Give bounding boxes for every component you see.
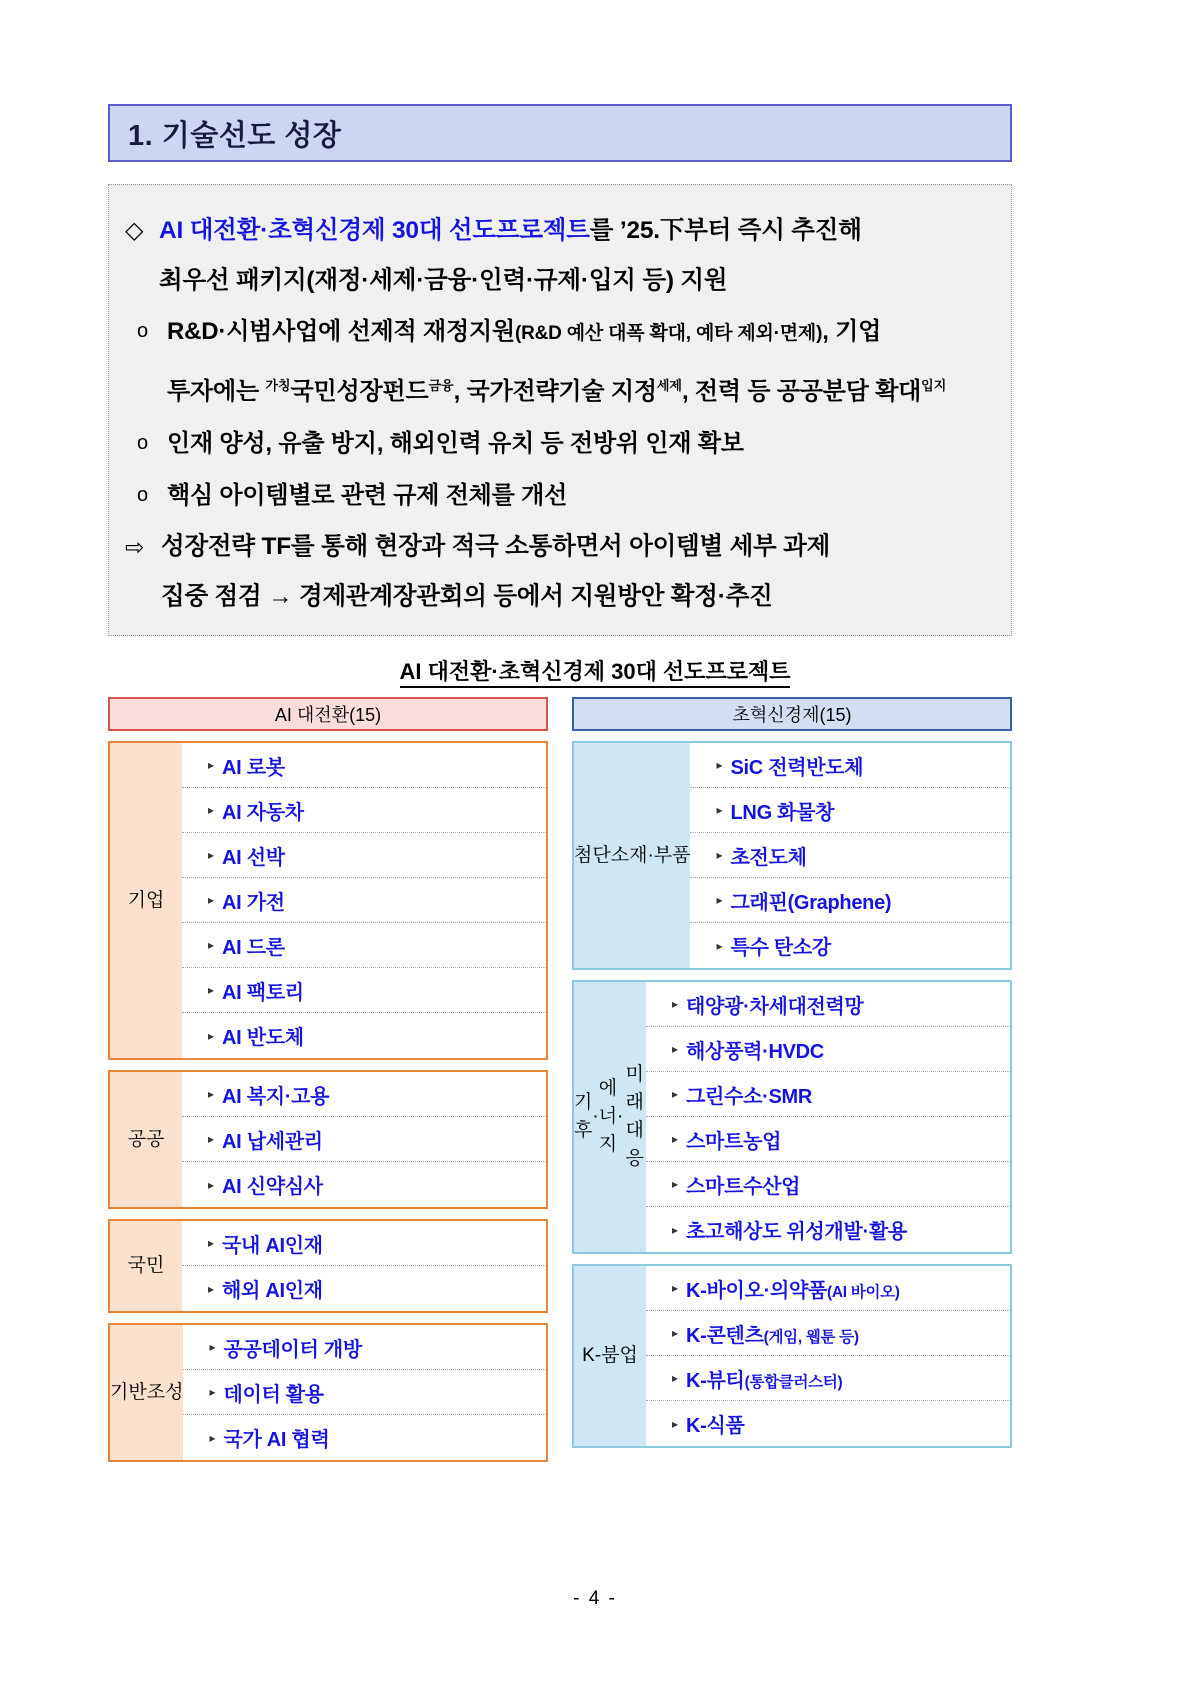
bullet-diamond [125, 207, 991, 255]
page-footer: - 4 - [573, 1588, 617, 1609]
project-item-label: 태양광·차세대전력망 [686, 995, 864, 1018]
project-item[interactable] [646, 1311, 1010, 1356]
hyper-innovation-group-items [690, 743, 1010, 968]
project-item-label: K-뷰티(통합클러스터) [686, 1369, 843, 1392]
triangle-bullet-icon: ▸ [209, 1340, 216, 1354]
project-table-title-text: AI 대전환·초혁신경제 30대 선도프로젝트 [400, 659, 791, 688]
triangle-bullet-icon: ▸ [672, 1371, 679, 1385]
project-item-note: (AI 바이오) [827, 1283, 900, 1301]
project-item-label: AI 납세관리 [222, 1130, 323, 1153]
project-item-label: 초고해상도 위성개발·활용 [686, 1221, 907, 1243]
project-item-note: (통합클러스터) [744, 1373, 843, 1391]
triangle-bullet-icon: ▸ [208, 1132, 215, 1146]
project-item[interactable] [646, 1401, 1010, 1446]
project-item-label: 스마트농업 [686, 1130, 782, 1153]
bullet-rnd-paren: (R&D 예산 대폭 확대, 예타 제외·면제) [514, 323, 823, 344]
group-label-char: · [617, 1106, 624, 1127]
triangle-bullet-icon: ▸ [208, 1281, 215, 1296]
bullet-diamond-line1-rest: 를 ’25.下부터 즉시 추진해 [589, 217, 862, 244]
triangle-bullet-icon: ▸ [208, 1177, 215, 1192]
project-item-label: 초전도체 [730, 846, 807, 869]
bullet-arrow-line2: 집중 점검 → 경제관계장관회의 등에서 지원방안 확정·추진 [161, 583, 773, 610]
project-item-label: AI 선박 [222, 846, 285, 869]
group-label-char: 단 [592, 844, 611, 866]
rightwards-arrow-icon: ⇨ [125, 534, 145, 560]
project-item-label: 그린수소·SMR [686, 1085, 813, 1108]
project-item[interactable] [690, 788, 1010, 833]
ai-transformation-group [108, 1070, 548, 1209]
group-label-char: · [592, 1106, 599, 1127]
column-header-ai-transformation: AI 대전환(15) [108, 697, 548, 731]
triangle-bullet-icon: ▸ [672, 1222, 679, 1237]
hyper-innovation-group-items [646, 982, 1010, 1252]
ai-transformation-group-label [110, 743, 182, 1058]
triangle-bullet-icon: ▸ [672, 1042, 679, 1056]
hyper-innovation-group-label [574, 1266, 646, 1446]
group-label-char: 품 [672, 844, 691, 866]
bullet-arrow [125, 523, 991, 571]
group-label-char: 기 [127, 889, 146, 911]
project-item[interactable] [183, 1415, 546, 1460]
project-item[interactable] [646, 1027, 1010, 1072]
project-item-label: K-식품 [686, 1415, 745, 1437]
ai-transformation-group-label [110, 1221, 182, 1311]
column-hyper-innovation-economy [572, 697, 1012, 1472]
triangle-bullet-icon: ▸ [208, 758, 215, 772]
project-item-label: 해외 AI인재 [222, 1280, 323, 1302]
bullet-rnd-tail: , 기업 [822, 318, 882, 345]
project-item-label: 스마트수산업 [686, 1175, 801, 1198]
group-label-char: 반 [128, 1381, 147, 1403]
ai-transformation-group-items [183, 1325, 546, 1460]
bullet-rnd [125, 307, 991, 359]
project-item-note: (게임, 웹툰 등) [763, 1328, 859, 1346]
project-item[interactable] [690, 878, 1010, 923]
invest-sup-tax: 세제 [656, 378, 682, 393]
triangle-bullet-icon: ▸ [208, 803, 215, 817]
bullet-regulation [125, 471, 991, 521]
bullet-arrow-line1: 성장전략 TF를 통해 현장과 적극 소통하면서 아이템별 세부 과제 [161, 533, 831, 560]
project-item[interactable] [183, 1325, 546, 1370]
project-item[interactable] [646, 1162, 1010, 1207]
bullet-diamond-text [159, 207, 991, 255]
triangle-bullet-icon: ▸ [672, 1177, 679, 1191]
invest-b: 국민성장펀드 [290, 378, 429, 405]
project-item[interactable] [182, 1117, 546, 1162]
project-item[interactable] [690, 743, 1010, 788]
project-item-label: LNG 화물창 [730, 801, 835, 824]
triangle-bullet-icon: ▸ [716, 848, 723, 862]
project-item-label: AI 가전 [222, 891, 285, 914]
hyper-innovation-group [572, 1264, 1012, 1448]
group-label-char: 부 [653, 844, 673, 866]
bullet-rnd-main: R&D·시범사업에 선제적 재정지원 [167, 318, 515, 345]
triangle-bullet-icon: ▸ [208, 893, 215, 907]
project-item[interactable] [182, 788, 546, 833]
invest-d: , 전력 등 공공분담 확대 [681, 378, 922, 405]
project-item-label: AI 반도체 [222, 1027, 304, 1049]
group-label-char: K-붐업 [582, 1345, 638, 1366]
project-item[interactable] [182, 1013, 546, 1058]
group-label-char: 조 [146, 1381, 166, 1403]
group-label-char: 첨 [574, 844, 593, 866]
right-groups-container [572, 741, 1012, 1448]
group-label-char: 국 [127, 1255, 146, 1276]
bullet-rnd-line2 [167, 361, 991, 417]
ai-transformation-group [108, 1323, 548, 1462]
project-item[interactable] [646, 1072, 1010, 1117]
project-table [108, 697, 1012, 1472]
project-item-label: 그래핀(Graphene) [730, 891, 892, 914]
bullet-diamond-line2-row [125, 257, 991, 305]
project-item-label: SiC 전력반도체 [730, 756, 864, 779]
bullet-regulation-text: 핵심 아이템별로 관련 규제 전체를 개선 [167, 482, 568, 509]
project-item[interactable] [183, 1370, 546, 1415]
triangle-bullet-icon: ▸ [209, 1430, 216, 1445]
project-item[interactable] [182, 1221, 546, 1266]
project-item[interactable] [646, 1117, 1010, 1162]
bullet-rnd-line2-row [125, 361, 991, 417]
project-item[interactable] [182, 1162, 546, 1207]
triangle-bullet-icon: ▸ [208, 1087, 215, 1101]
triangle-bullet-icon: ▸ [672, 997, 679, 1011]
triangle-bullet-icon: ▸ [209, 1385, 216, 1399]
ai-transformation-group-label [110, 1072, 182, 1207]
project-item-label: K-콘텐츠(게임, 웹툰 등) [686, 1324, 859, 1347]
triangle-bullet-icon: ▸ [716, 758, 723, 772]
triangle-bullet-icon: ▸ [672, 1132, 679, 1146]
project-item[interactable] [182, 743, 546, 788]
project-item[interactable] [646, 982, 1010, 1027]
triangle-bullet-icon: ▸ [208, 983, 215, 997]
triangle-bullet-icon: ▸ [716, 938, 723, 953]
circle-marker-icon-3: o [137, 484, 149, 506]
project-item-label: 국내 AI인재 [222, 1234, 323, 1257]
hyper-innovation-group-items [646, 1266, 1010, 1446]
circle-marker-icon-1: o [137, 320, 149, 342]
project-item[interactable] [646, 1266, 1010, 1311]
ai-transformation-group [108, 1219, 548, 1313]
project-item-label: K-바이오·의약품(AI 바이오) [686, 1279, 900, 1302]
ai-transformation-group-items [182, 1072, 546, 1207]
project-item-label: 특수 탄소강 [730, 937, 831, 959]
ai-transformation-group-items [182, 743, 546, 1058]
group-label-char: 업 [146, 889, 165, 911]
project-item-label: 공공데이터 개방 [223, 1338, 362, 1361]
column-ai-transformation [108, 697, 548, 1472]
diamond-marker-icon: ◇ [125, 217, 144, 244]
triangle-bullet-icon: ▸ [716, 893, 723, 907]
bullet-talent-text: 인재 양성, 유출 방지, 해외인력 유치 등 전방위 인재 확보 [167, 430, 744, 457]
hyper-innovation-group-label [574, 743, 690, 968]
project-item-label: 해상풍력·HVDC [686, 1040, 824, 1063]
project-item[interactable] [182, 968, 546, 1013]
triangle-bullet-icon: ▸ [208, 1236, 215, 1250]
project-item-label: AI 복지·고용 [222, 1085, 330, 1108]
triangle-bullet-icon: ▸ [672, 1326, 679, 1340]
ai-transformation-group-label [110, 1325, 183, 1460]
group-label-char: 성 [165, 1381, 184, 1403]
triangle-bullet-icon: ▸ [208, 848, 215, 862]
bullet-rnd-line1 [167, 307, 991, 359]
bullet-diamond-line1-blue: AI 대전환·초혁신경제 30대 선도프로젝트 [159, 217, 590, 244]
project-item[interactable] [646, 1207, 1010, 1252]
group-label-char: 에너지 [598, 1078, 618, 1155]
hyper-innovation-group-label [574, 982, 646, 1252]
invest-a: 투자에는 [167, 378, 266, 405]
project-item[interactable] [690, 923, 1010, 968]
section-heading-bar [108, 104, 1012, 162]
hyper-innovation-group [572, 980, 1012, 1254]
ai-transformation-group-items [182, 1221, 546, 1311]
group-label-char: 공 [146, 1128, 165, 1150]
project-item-label: 데이터 활용 [223, 1383, 324, 1406]
project-item[interactable] [182, 1072, 546, 1117]
left-groups-container [108, 741, 548, 1462]
invest-sup-site: 입지 [921, 378, 947, 393]
hyper-innovation-group [572, 741, 1012, 970]
bullet-arrow-line2-row [125, 573, 991, 621]
group-label-char: 소 [610, 844, 630, 866]
project-item[interactable] [182, 1266, 546, 1311]
bullet-talent [125, 419, 991, 469]
project-item[interactable] [646, 1356, 1010, 1401]
group-label-char: 재 [629, 844, 648, 866]
group-label-char: 기 [110, 1381, 129, 1403]
triangle-bullet-icon: ▸ [208, 938, 215, 952]
triangle-bullet-icon: ▸ [672, 1416, 679, 1431]
triangle-bullet-icon: ▸ [716, 803, 723, 817]
group-label-char: 미래대응 [625, 1064, 644, 1169]
project-item-label: AI 자동차 [222, 801, 304, 824]
project-item-label: AI 신약심사 [222, 1176, 323, 1198]
project-item[interactable] [182, 923, 546, 968]
triangle-bullet-icon: ▸ [672, 1281, 679, 1295]
project-item-label: AI 드론 [222, 936, 285, 959]
project-item[interactable] [182, 833, 546, 878]
section-title: 1. 기술선도 성장 [128, 119, 342, 152]
column-header-hyper-innovation: 초혁신경제(15) [572, 697, 1012, 731]
ai-transformation-group [108, 741, 548, 1060]
invest-c: , 국가전략기술 지정 [453, 378, 657, 405]
bullet-diamond-line2: 최우선 패키지(재정·세제·금융·인력·규제·입지 등) 지원 [159, 267, 728, 294]
group-label-char: 기후 [574, 1092, 593, 1141]
project-item-label: 국가 AI 협력 [223, 1429, 330, 1451]
project-table-title [0, 655, 1190, 686]
project-item[interactable] [690, 833, 1010, 878]
triangle-bullet-icon: ▸ [672, 1087, 679, 1101]
triangle-bullet-icon: ▸ [208, 1028, 215, 1043]
summary-box [108, 184, 1012, 636]
group-label-char: 민 [146, 1255, 165, 1276]
project-item[interactable] [182, 878, 546, 923]
invest-sup-gachang: 가칭 [265, 378, 291, 393]
group-label-char: 공 [127, 1128, 146, 1150]
project-item-label: AI 팩토리 [222, 981, 304, 1004]
invest-sup-finance: 금융 [428, 378, 454, 393]
group-label-char: · [647, 844, 654, 866]
circle-marker-icon-2: o [137, 432, 149, 454]
project-item-label: AI 로봇 [222, 756, 285, 779]
